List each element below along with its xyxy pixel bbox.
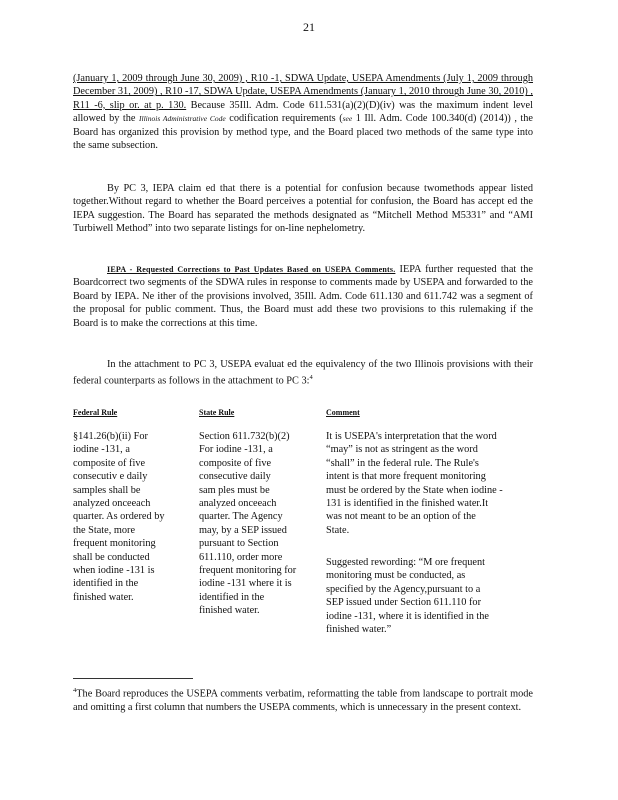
paragraph-text: IEPA further requested that the Boardcorrect two segments of the SDWA rules in response to comments made by USEPA and forwarded to the Board by IEPA. Ne ither of the provisions involved, 35Ill. Adm. Code 611.130 and 611.742 was a segment of the proposal for public comment. Thus, the Board must add these two provisions to this rulemaking if the Board is to make the corrections at this time. bbox=[73, 264, 533, 329]
table-cell-comment: It is USEPA's interpretation that the word “may” is not as stringent as the word “shall” in the federal rule. The Rule's intent is that more frequent monitoring must be ordered by the State when iodine - 131 is identified in the finished water.It was not meant to be an option of the State. bbox=[326, 431, 503, 536]
table-header-federal: Federal Rule bbox=[73, 408, 118, 417]
paragraph-requested-corrections bbox=[73, 263, 533, 330]
see-signal-italic: see bbox=[342, 114, 353, 124]
table-cell-federal-rule: §141.26(b)(ii) For iodine -131, a composite of five consecutiv e daily samples shall be analyzed onceeach quarter. As ordered by the State, more frequent monitoring shall be conducted when iodine -131 is identified in the finished water. bbox=[73, 431, 165, 603]
table-cell-suggested-rewording: Suggested rewording: “M ore frequent monitoring must be conducted, as specified by the Agency,pursuant to a SEP issued under Section 611.110 for iodine -131, where it is identified in the finished water.” bbox=[326, 557, 489, 636]
table-cell-state-rule: Section 611.732(b)(2) For iodine -131, a composite of five consecutive daily sam ples must be analyzed onceeach quarter. The Agency may, by a SEP issued pursuant to Section 611.110, order more frequent monitoring for iodine -131 where it is identified in the finished water. bbox=[199, 431, 297, 617]
footnote-reference: 4 bbox=[309, 374, 313, 382]
citation-underlined: (January 1, 2009 through June 30, 2009) , R10 -1, SDWA Update, USEPA Amendments (July 1, 2009 through December 31, 2009) , R10 -17, SDWA Update, USEPA Amendments (January 1, 2010 through June 30, 2010) , R11 -6, slip or. at p. 130. bbox=[73, 73, 533, 111]
paragraph-iepa-confusion: By PC 3, IEPA claim ed that there is a potential for confusion because twomethods appear listed together.Without regard to whether the Board perceives a potential for confusion, the Board has accept ed the IEPA suggestion. The Board has separated the methods designated as “Mitchell Method M5331” and “AMI Turbiwell Method” into two separate listings for on-line nephelometry. bbox=[73, 183, 533, 235]
paragraph-text: codification requirements ( bbox=[225, 113, 343, 125]
paragraph-text: In the attachment to PC 3, USEPA evaluat ed the equivalency of the two Illinois provisions with their federal counterparts as follows in the attachment to PC 3: bbox=[73, 359, 533, 387]
code-title-italic: Illinois Administrative Code bbox=[139, 114, 226, 124]
footnote-mark: 4 bbox=[73, 687, 77, 694]
footnote-text: The Board reproduces the USEPA comments verbatim, reformatting the table from landscape to portrait mode and omitting a first column that numbers the USEPA comments, which is unnecessary in the present context. bbox=[73, 688, 533, 713]
footnote-divider bbox=[73, 678, 193, 679]
page-number: 21 bbox=[303, 20, 315, 34]
table-header-comment: Comment bbox=[326, 408, 360, 417]
paragraph-text: 1 Ill. Adm. Code 100.340(d) (2014)) , the Board has organized this provision by method type, and the Board placed two methods of the same type into the same subsection. bbox=[73, 113, 533, 152]
paragraph-citations bbox=[73, 72, 533, 152]
section-heading: IEPA - Requested Corrections to Past Updates Based on USEPA Comments. bbox=[107, 265, 396, 274]
paragraph-text: Because 35Ill. Adm. Code 611.531(a)(2)(D)(iv) was the maximum indent level allowed by the bbox=[73, 99, 533, 125]
paragraph-attachment bbox=[73, 358, 533, 388]
footnote bbox=[73, 684, 533, 714]
table-header-state: State Rule bbox=[199, 408, 235, 417]
